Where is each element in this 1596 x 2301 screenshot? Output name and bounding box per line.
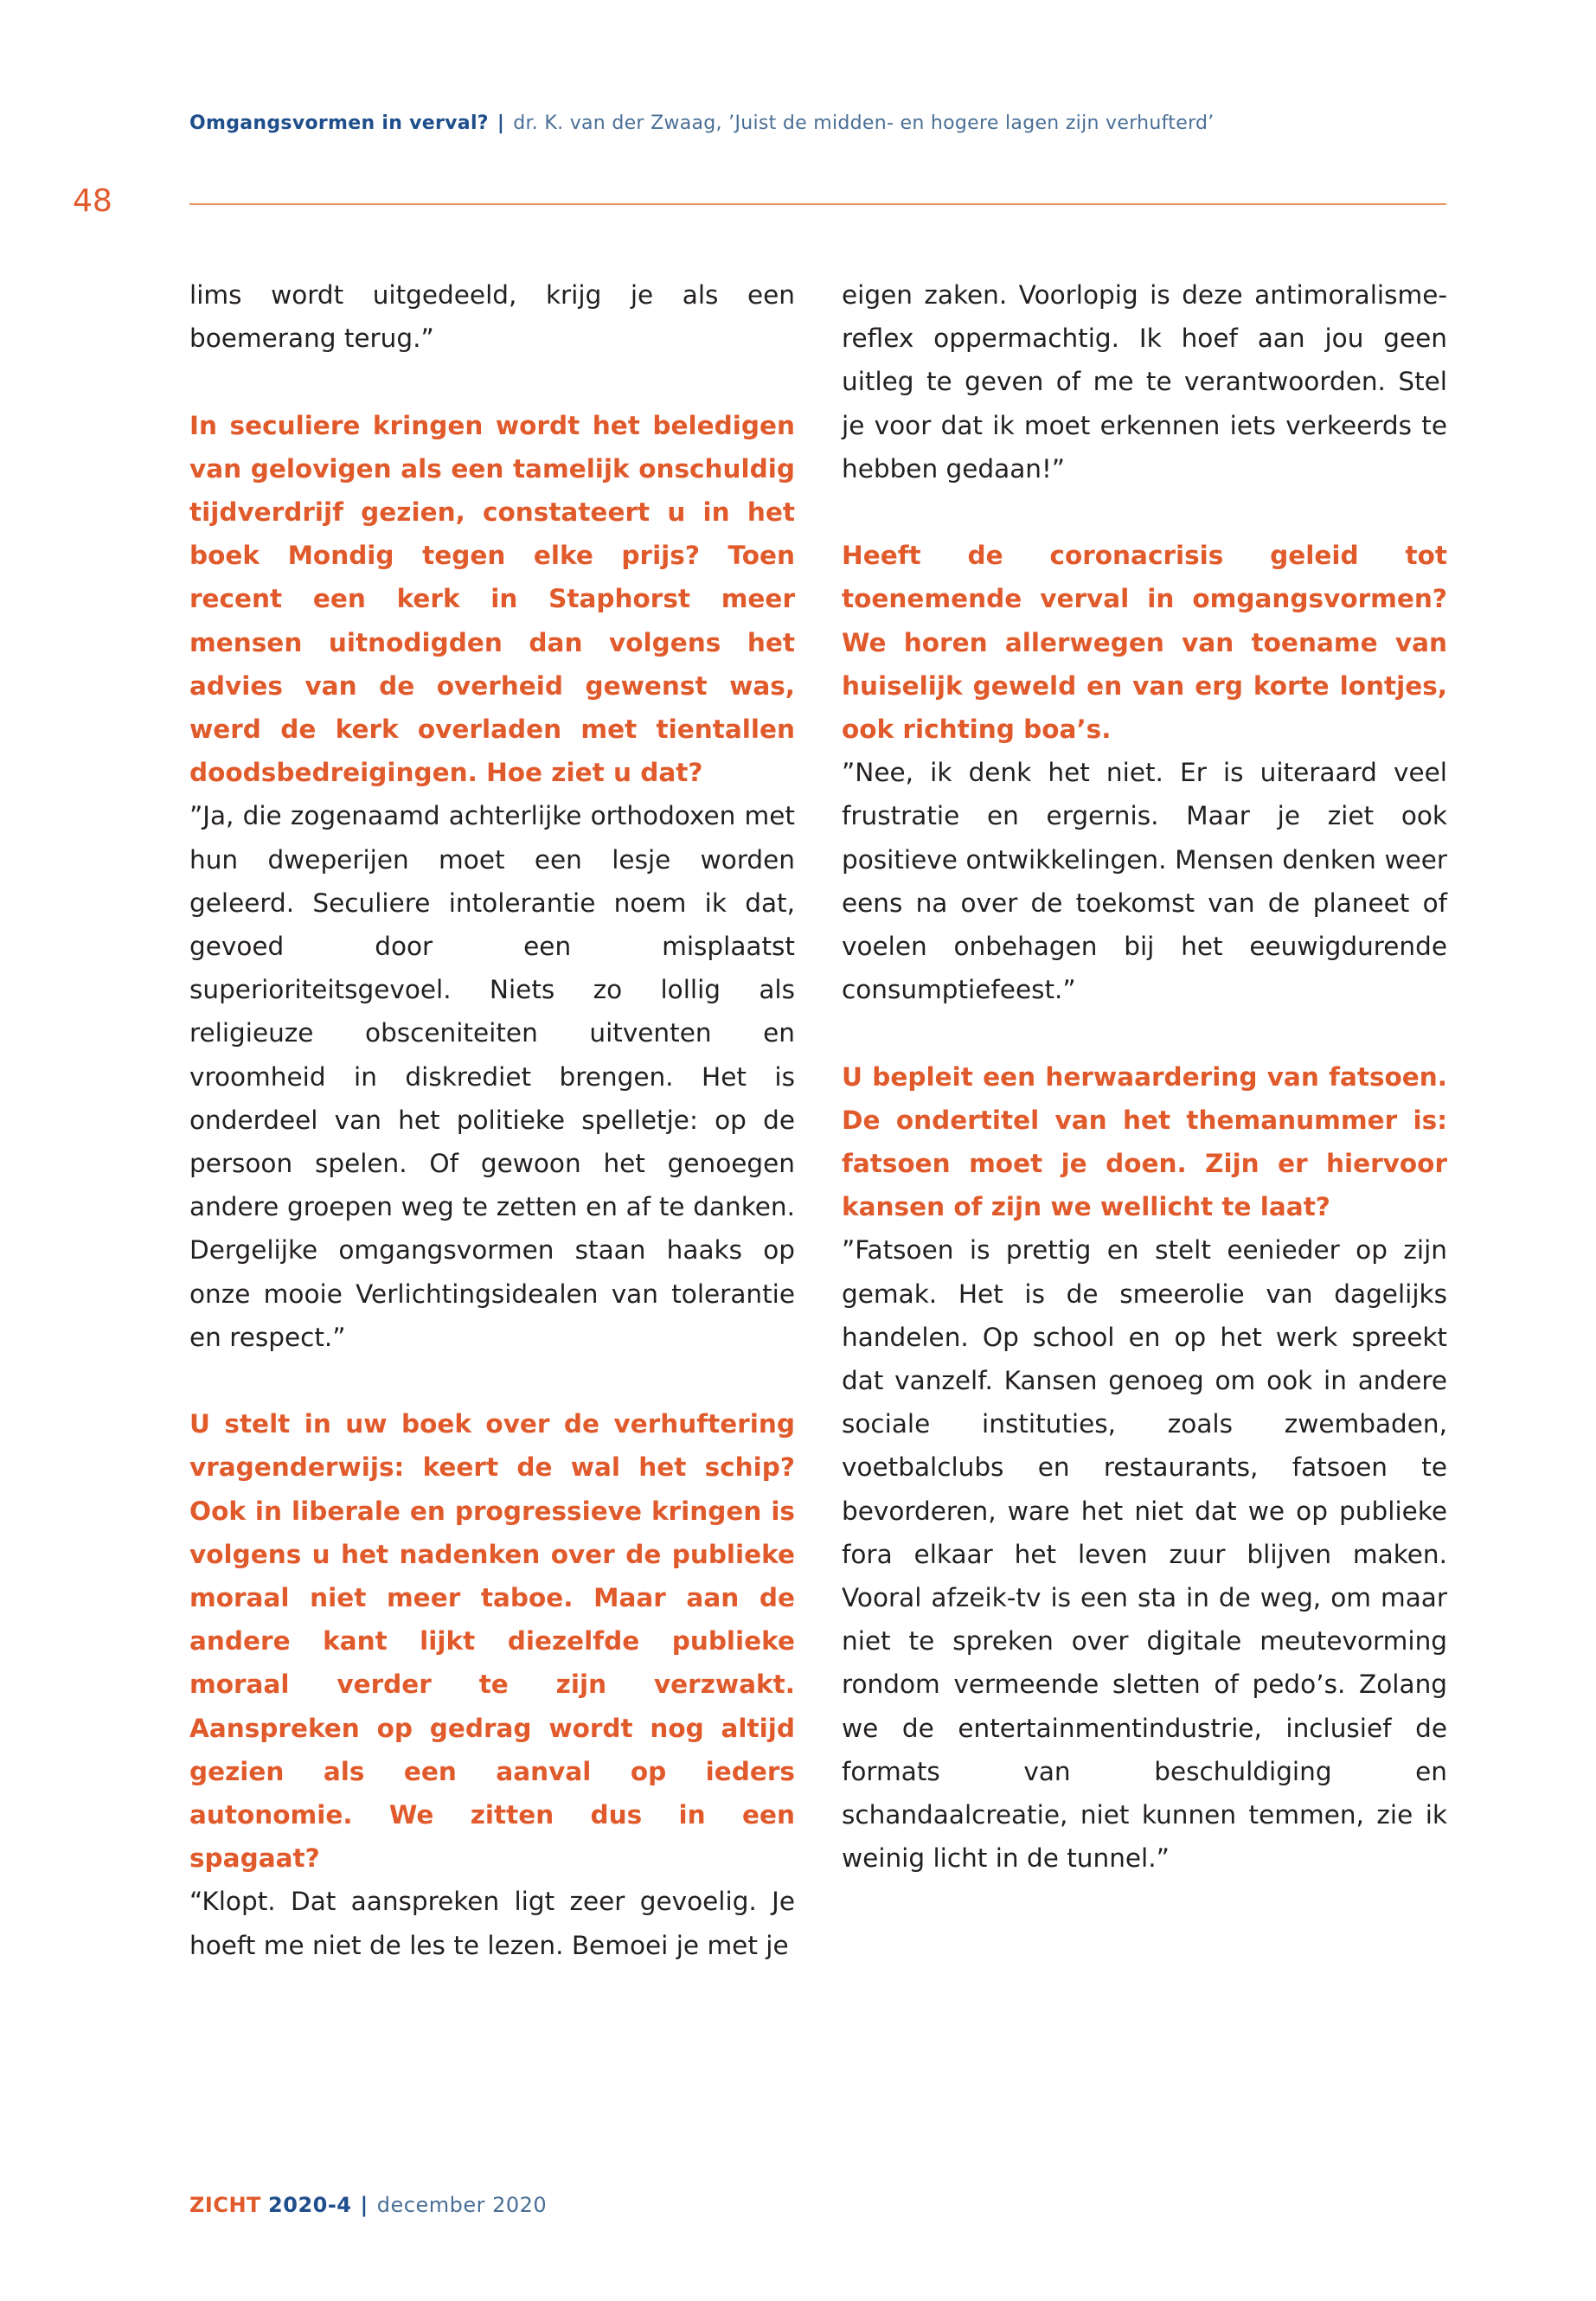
left-column [189, 273, 795, 1967]
answer-paragraph: ”Nee, ik denk het niet. Er is uiteraard veel frustratie en ergernis. Maar je ziet ook positieve ontwikkelingen. Mensen denken weer eens na over de toekomst van de planeet of voelen onbehagen bij het eeuwigdurende consumptiefeest.” [842, 758, 1447, 1005]
page-number: 48 [73, 183, 112, 219]
page-footer [189, 2193, 547, 2217]
interview-question: In seculiere kringen wordt het beledigen van gelovigen als een tamelijk onschuldig tijdverdrijf gezien, constateert u in het boek Mondig tegen elke prijs? Toen recent een kerk in Staphorst meer mensen uitnodigden dan volgens het advies van de overheid gewenst was, werd de kerk overladen met tientallen doodsbedreigingen. Hoe ziet u dat? [189, 410, 795, 788]
answer-paragraph: ”Ja, die zogenaamd achterlijke orthodoxen met hun dweperijen moet een lesje worden geleerd. Seculiere intolerantie noem ik dat, gevoed door een misplaatst superioriteitsgevoel. Niets zo lollig als religieuze obsceniteiten uitventen en vroomheid in diskrediet brengen. Het is onderdeel van het politieke spelletje: op de persoon spelen. Of gewoon het genoegen andere groepen weg te zetten en af te danken. Dergelijke omgangsvormen staan haaks op onze mooie Verlichtingsidealen van tolerantie en respect.” [189, 801, 795, 1352]
interview-question: U stelt in uw boek over de verhuftering vragenderwijs: keert de wal het schip? Ook in liberale en progressieve kringen is volgens u het nadenken over de publieke moraal niet meer taboe. Maar aan de andere kant lijkt diezelfde publieke moraal verder te zijn verzwakt. Aanspreken op gedrag wordt nog altijd gezien als een aanval op ieders autonomie. We zitten dus in een spagaat? [189, 1409, 795, 1874]
header-section-title: Omgangsvormen in verval? [189, 112, 489, 134]
magazine-name: ZICHT [189, 2193, 261, 2217]
issue-date: december 2020 [376, 2193, 548, 2217]
header-article-title: dr. K. van der Zwaag, ’Juist de midden- en hogere lagen zijn verhufterd’ [513, 112, 1215, 134]
interview-question: Heeft de coronacrisis geleid tot toenemende verval in omgangsvormen? We horen allerwegen van toename van huiselijk geweld en van erg korte lontjes, ook richting boa’s. [842, 541, 1447, 745]
answer-paragraph: “Klopt. Dat aanspreken ligt zeer gevoelig. Je hoeft me niet de les te lezen. Bemoei je met je [189, 1887, 795, 1960]
right-column [842, 273, 1447, 1880]
running-header [189, 112, 1215, 134]
answer-paragraph: eigen zaken. Voorlopig is deze antimoralisme-reflex oppermachtig. Ik hoef aan jou geen uitleg te geven of me te verantwoorden. Stel je voor dat ik moet erkennen iets verkeerds te hebben gedaan!” [842, 280, 1447, 484]
interview-question: U bepleit een herwaardering van fatsoen. De ondertitel van het themanummer is: fatsoen moet je doen. Zijn er hiervoor kansen of zijn we wellicht te laat? [842, 1061, 1447, 1222]
header-rule [189, 203, 1446, 205]
answer-paragraph: ”Fatsoen is prettig en stelt eenieder op zijn gemak. Het is de smeerolie van dagelijks handelen. Op school en op het werk spreekt dat vanzelf. Kansen genoeg om ook in andere sociale instituties, zoals zwembaden, voetbalclubs en restaurants, fatsoen te bevorderen, ware het niet dat we op publieke fora elkaar het leven zuur blijven maken. Vooral afzeik-tv is een sta in de weg, om maar niet te spreken over digitale meutevorming rondom vermeende sletten of pedo’s. Zolang we de entertainmentindustrie, inclusief de formats van beschuldiging en schandaalcreatie, niet kunnen temmen, zie ik weinig licht in de tunnel.” [842, 1235, 1447, 1874]
footer-separator: | [360, 2193, 369, 2217]
issue-number: 2020-4 [268, 2193, 352, 2217]
header-separator: | [497, 112, 505, 134]
answer-paragraph: lims wordt uitgedeeld, krijg je als een boemerang terug.” [189, 280, 795, 354]
